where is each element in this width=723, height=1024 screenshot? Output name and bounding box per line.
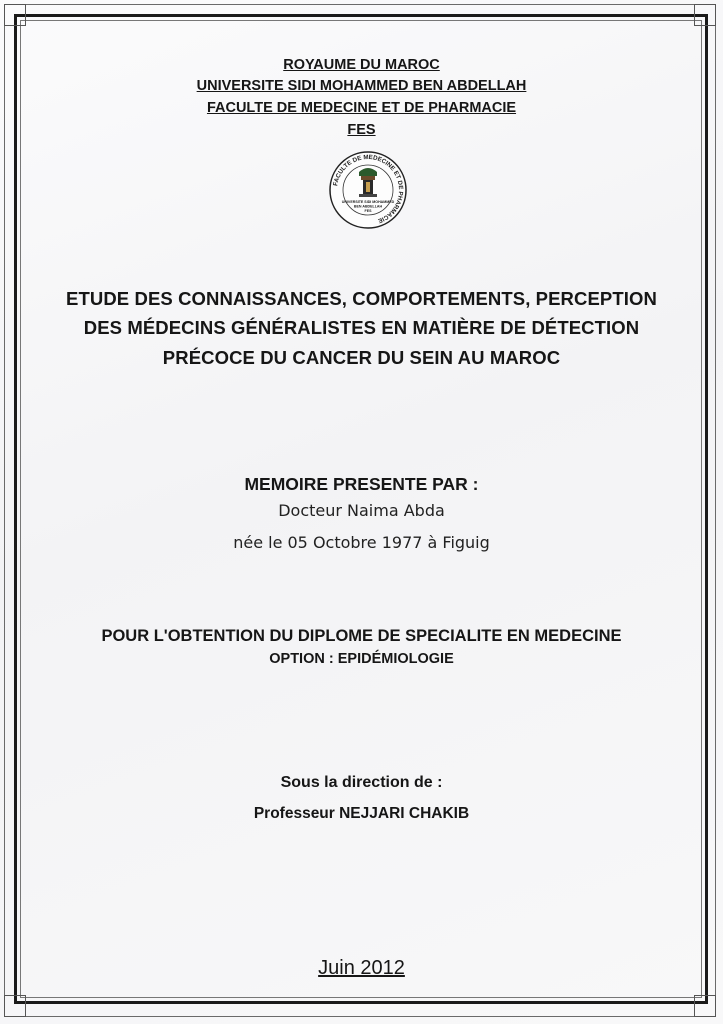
author-name: Docteur Naima Abda [278,501,445,520]
memoire-label: MEMOIRE PRESENTE PAR : [244,474,479,494]
faculty-seal-icon [328,150,408,230]
corner-ornament-bottom-right [694,995,716,1017]
corner-ornament-top-right [694,4,716,26]
direction-label: Sous la direction de : [280,774,443,791]
seal-inner-line3: FES [364,209,372,213]
seal-inner-line1: UNIVERSITE SIDI MOHAMMED [341,200,395,204]
director-name: Professeur NEJJARI CHAKIB [253,805,470,822]
corner-ornament-top-left [4,4,26,26]
date: Juin 2012 [318,957,405,979]
corner-ornament-bottom-left [4,995,26,1017]
seal-ring-text: FACULTE DE MEDECINE ET DE PHARMACIE [332,153,405,225]
thesis-title-line-1: ETUDE DES CONNAISSANCES, COMPORTEMENTS, PERCEPTION [66,288,657,309]
header-faculty: FACULTE DE MEDECINE ET DE PHARMACIE [206,100,517,116]
seal-inner-line2: BEN ABDELLAH [353,204,383,209]
diploma-option: OPTION : EPIDÉMIOLOGIE [269,651,454,667]
header-university: UNIVERSITE SIDI MOHAMMED BEN ABDELLAH [196,78,527,94]
author-birth: née le 05 Octobre 1977 à Figuig [233,533,490,552]
diploma-line: POUR L'OBTENTION DU DIPLOME DE SPECIALITE EN MEDECINE [101,627,622,645]
thesis-title-line-3: PRÉCOCE DU CANCER DU SEIN AU MAROC [162,347,561,368]
header-city: FES [347,122,376,138]
header-kingdom: ROYAUME DU MAROC [283,57,440,73]
thesis-title-line-2: DES MÉDECINS GÉNÉRALISTES EN MATIÈRE DE DÉTECTION [83,317,640,338]
